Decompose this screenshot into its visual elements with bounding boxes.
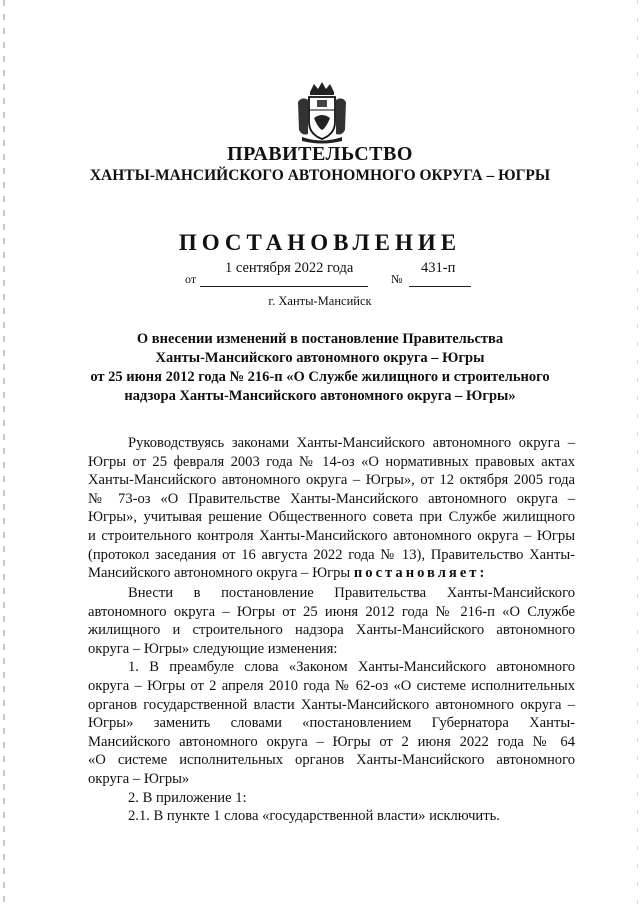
text-line: округа – Югры» (88, 770, 190, 787)
text-line: Югры от 25 февраля 2003 года № 14-оз «О нормативных правовых актах (88, 453, 575, 470)
date-underline (200, 286, 368, 287)
text-line: № 73-оз «О Правительстве Ханты-Мансийского автономного округа – (88, 490, 575, 507)
text-line: Внести в постановление Правительства Ханты-Мансийского (128, 585, 575, 601)
text-line: 1. В преамбуле слова «Законом Ханты-Мансийского автономного (128, 659, 575, 676)
text-line: органов государственной власти Ханты-Мансийского автономного округа – (88, 696, 575, 713)
text-line: и строительного контроля Ханты-Мансийского автономного округа – Югры (88, 527, 575, 544)
scan-right-edge (637, 0, 638, 905)
text-line: Югры» заменить словами «постановлением Губернатора Ханты- (88, 715, 575, 732)
document-heading (70, 330, 570, 406)
text-line: (протокол заседания от 16 августа 2022 года № 13), Правительство Ханты- (88, 546, 575, 563)
heading-line: надзора Ханты-Мансийского автономного округа – Югры» (124, 388, 516, 404)
heading-line: от 25 июня 2012 года № 216-п «О Службе жилищного и строительного (90, 369, 550, 385)
document-date: 1 сентября 2022 года (225, 260, 354, 276)
document-type: ПОСТАНОВЛЕНИЕ (178, 230, 462, 255)
text-line: Руководствуясь законами Ханты-Мансийского автономного округа – (128, 435, 575, 451)
heading-line: О внесении изменений в постановление Правительства (136, 331, 504, 347)
resolves-word: постановляет: (353, 565, 488, 582)
text-line: 2.1. В пункте 1 слова «государственной власти» исключить. (128, 808, 500, 825)
date-number-line (185, 260, 485, 286)
text-line: жилищного и строительного надзора Ханты-Мансийского автономного (88, 622, 575, 639)
preamble-paragraph (88, 434, 575, 583)
heading-line: Ханты-Мансийского автономного округа – Югры (155, 350, 485, 366)
text-line: Мансийского автономного округа – Югры от 2 июня 2022 года № 64 (88, 733, 575, 750)
coat-of-arms-emblem (296, 82, 348, 144)
government-subtitle: ХАНТЫ-МАНСИЙСКОГО АВТОНОМНОГО ОКРУГА – ЮГРЫ (89, 167, 551, 184)
city: г. Ханты-Мансийск (268, 294, 372, 308)
scan-left-edge (3, 0, 5, 905)
text-line: автономного округа – Югры от 25 июня 2012 года № 216-п «О Службе (88, 603, 575, 620)
text-line (88, 564, 575, 583)
decision-paragraph (88, 584, 575, 826)
text-line: «О системе исполнительных органов Ханты-Мансийского автономного (88, 752, 575, 769)
from-label: от (185, 272, 197, 286)
number-underline (409, 286, 471, 287)
government-title: ПРАВИТЕЛЬСТВО (227, 143, 413, 165)
text-fragment: Мансийского автономного округа – Югры (88, 565, 351, 582)
document-number: 431-п (421, 260, 456, 276)
number-label: № (391, 272, 403, 286)
text-line: Югры», учитывая решение Общественного совета при Службе жилищного (88, 509, 575, 526)
text-line: 2. В приложение 1: (128, 789, 247, 806)
text-line: Ханты-Мансийского автономного округа – Югры», от 12 октября 2005 года (88, 472, 575, 489)
text-line: округа – Югры» следующие изменения: (88, 640, 338, 657)
text-line: округа – Югры от 2 апреля 2010 года № 62-оз «О системе исполнительных (88, 677, 575, 694)
